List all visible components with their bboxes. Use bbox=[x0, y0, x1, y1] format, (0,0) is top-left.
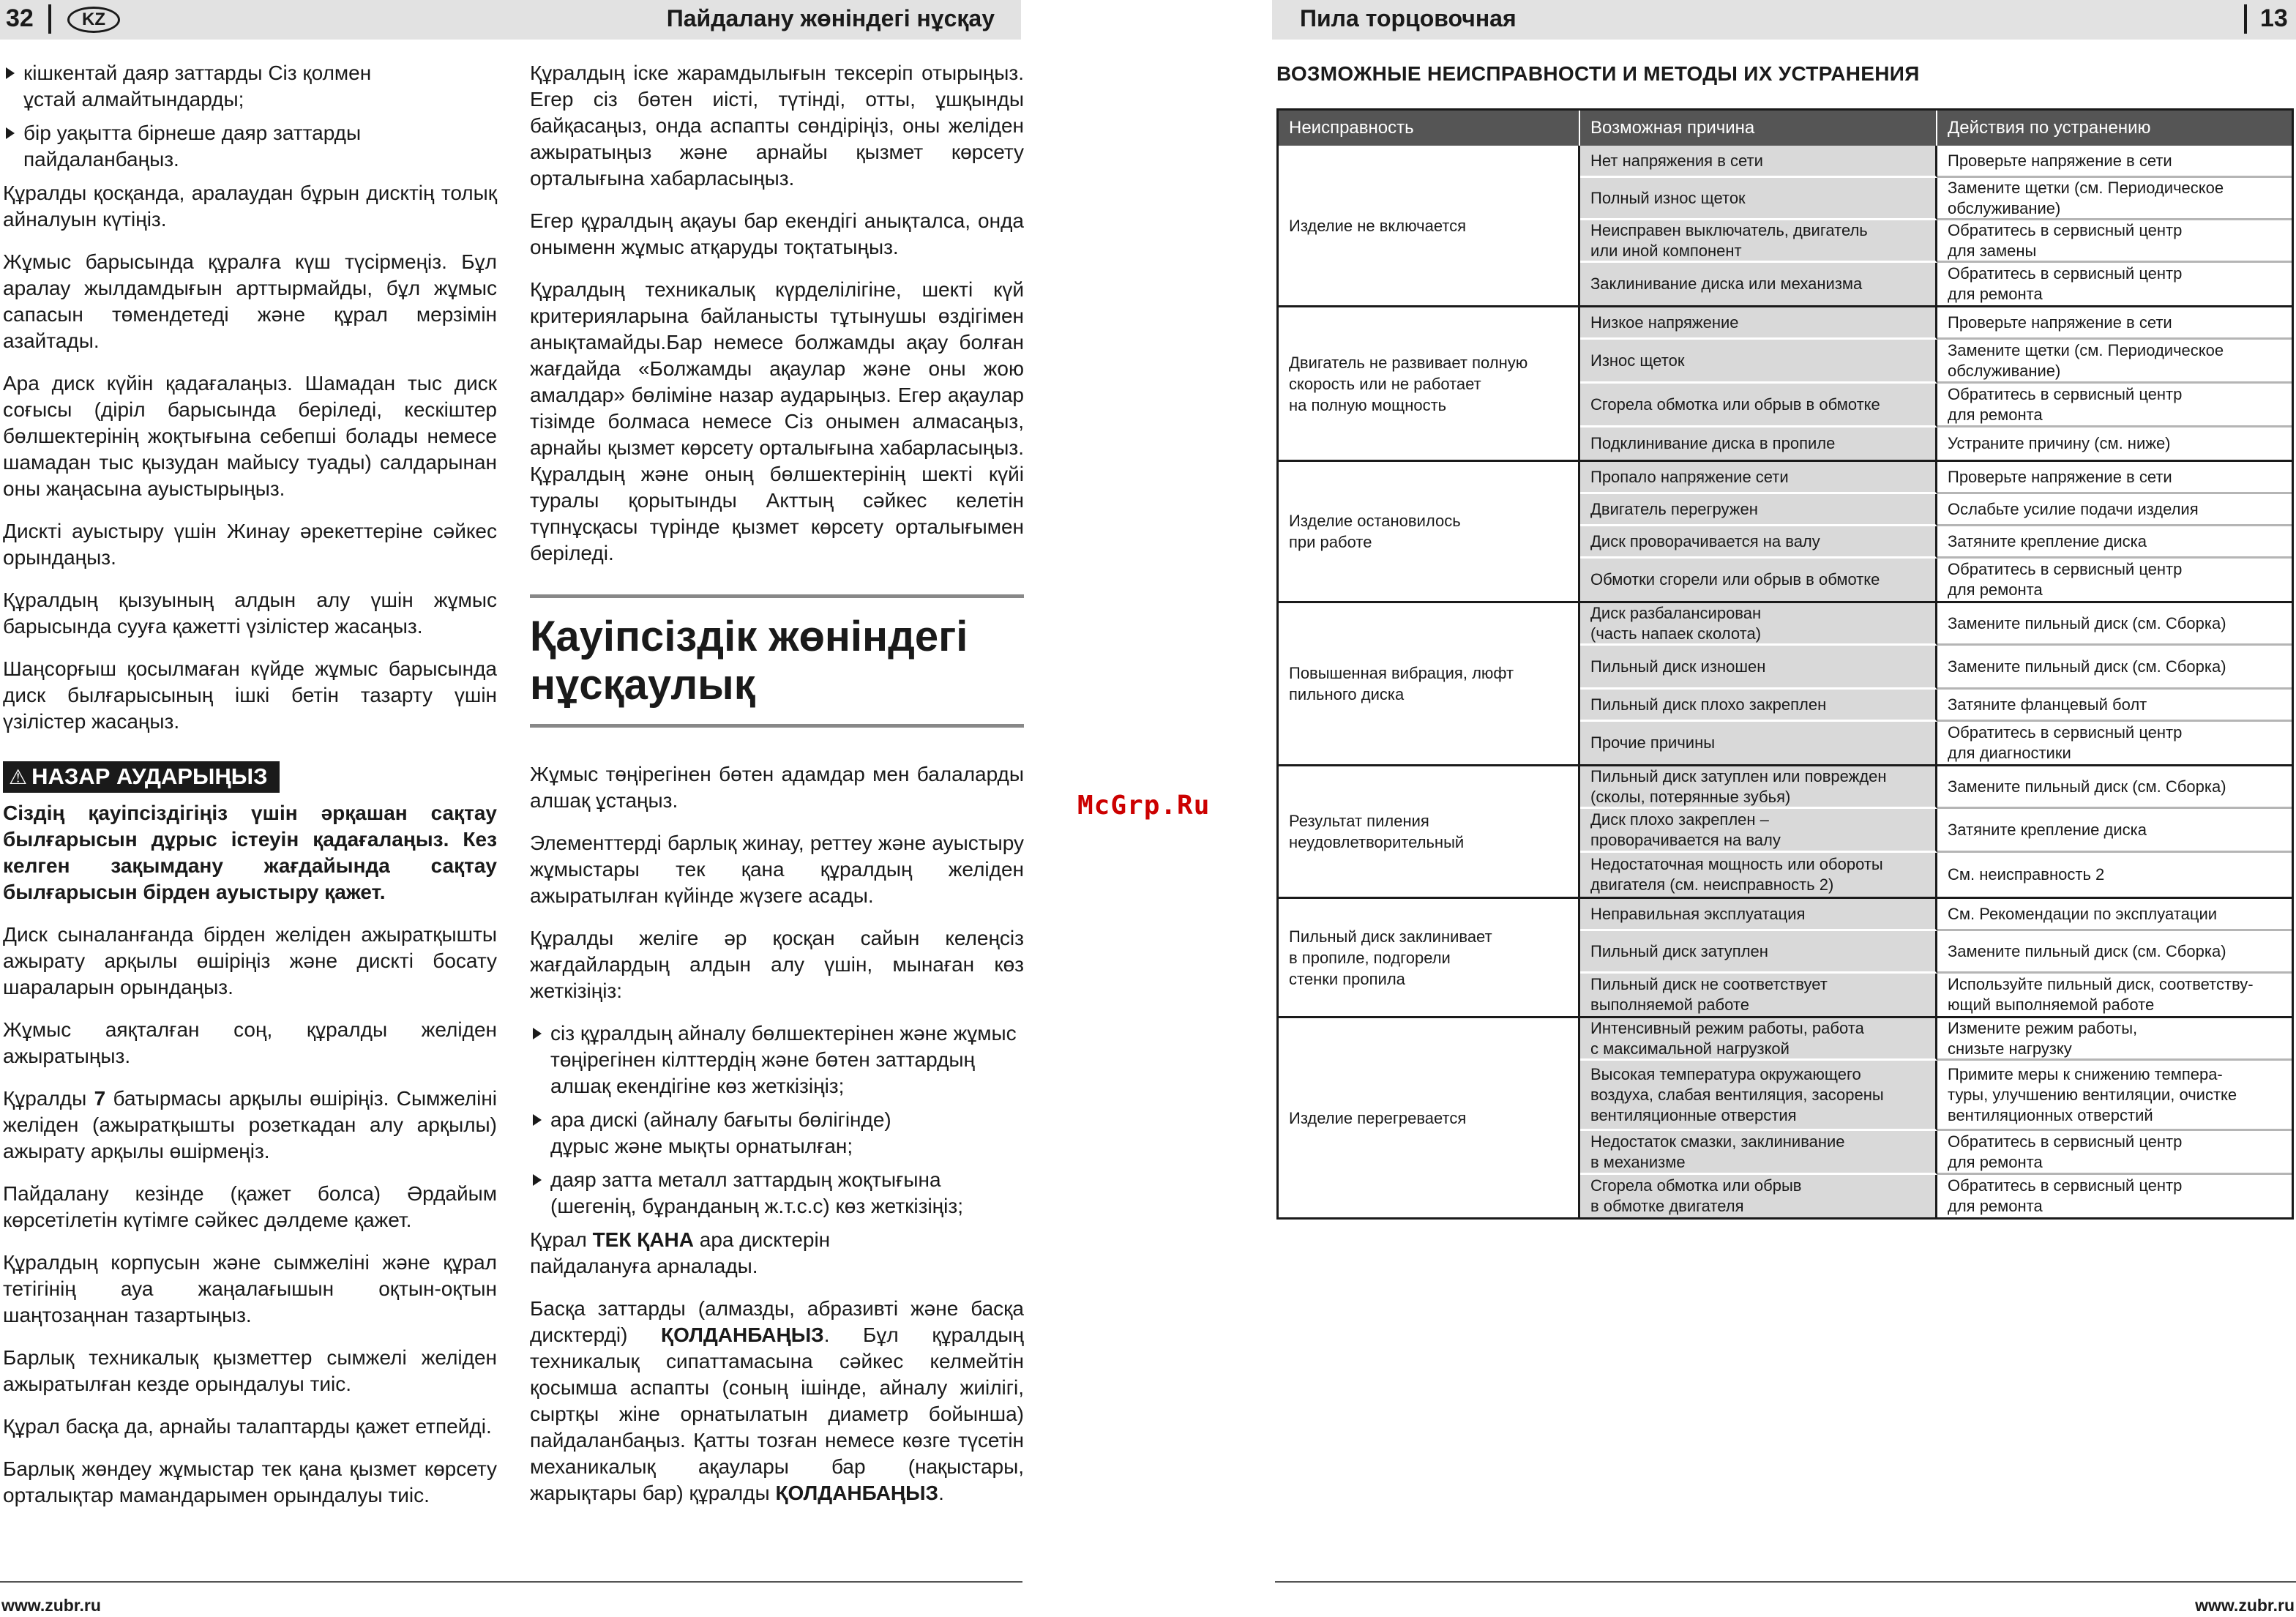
bullet-item: кішкентай даяр заттарды Сіз қолмен ұстай алмайтындарды; bbox=[3, 60, 497, 113]
paragraph: Элементтерді барлық жинау, реттеу және ауыстыру жұмыстары тек қана құралдың желіден ажыратылған күйінде жүзеге асады. bbox=[530, 832, 1024, 907]
paragraph: Жұмыс төңірегінен бөтен адамдар мен балаларды алшақ ұстаңыз. bbox=[530, 763, 1024, 812]
watermark: McGrp.Ru bbox=[1077, 791, 1211, 821]
left-page bbox=[0, 0, 1025, 1617]
bullet-item: ара дискі (айналу бағыты бөлігінде) дұрыс және мықты орнатылған; bbox=[530, 1107, 1024, 1159]
bullet-item: бір уақытта бірнеше даяр заттарды пайдаланбаңыз. bbox=[3, 120, 497, 173]
action-cell: Замените щетки (см. Периодическое обслуживание) bbox=[1937, 178, 2292, 220]
fault-cell: Результат пиления неудовлетворительный bbox=[1279, 766, 1580, 897]
text-fragment: Басқа заттарды (алмазды, абразивті және басқа дисктерді) bbox=[530, 1297, 1024, 1346]
action-cell: Используйте пильный диск, соответству- ющий выполняемой работе bbox=[1948, 975, 2254, 1014]
warning-triangle-icon: ⚠ bbox=[9, 766, 28, 788]
column-header: Неисправность bbox=[1279, 111, 1580, 146]
header-divider bbox=[2244, 4, 2247, 34]
table-row bbox=[1580, 462, 2292, 494]
column-header: Действия по устранению bbox=[1948, 118, 2151, 138]
table-row bbox=[1580, 427, 2292, 460]
table-row bbox=[1580, 1061, 2292, 1131]
cause-cell: Сгорела обмотка или обрыв в обмотке двигателя bbox=[1580, 1175, 1937, 1217]
fault-rows bbox=[1580, 307, 2292, 460]
table-row bbox=[1580, 146, 2292, 178]
action-cell: Обратитесь в сервисный центр для диагностики bbox=[1948, 723, 2183, 762]
table-row bbox=[1580, 690, 2292, 722]
action-cell: См. Рекомендации по эксплуатации bbox=[1937, 899, 2292, 931]
fault-cell: Изделие остановилось при работе bbox=[1279, 462, 1580, 601]
table-row bbox=[1580, 931, 2292, 974]
warning-label: НАЗАР АУДАРЫҢЫЗ bbox=[31, 763, 268, 789]
fault-rows bbox=[1580, 603, 2292, 764]
table-row bbox=[1580, 307, 2292, 340]
cause-cell: Пропало напряжение сети bbox=[1580, 462, 1937, 494]
fault-rows bbox=[1580, 766, 2292, 897]
fault-group bbox=[1279, 764, 2292, 897]
fault-group bbox=[1279, 460, 2292, 601]
table-row bbox=[1580, 766, 2292, 809]
cause-cell: Диск разбалансирован (часть напаек сколота) bbox=[1580, 603, 1937, 646]
action-cell: Обратитесь в сервисный центр для ремонта bbox=[1937, 1131, 2292, 1175]
table-row bbox=[1580, 384, 2292, 427]
table-row bbox=[1580, 974, 2292, 1016]
table-row bbox=[1580, 526, 2292, 559]
cause-cell: Низкое напряжение bbox=[1580, 307, 1937, 340]
emphasis: ТЕК ҚАНА bbox=[592, 1228, 694, 1251]
column-header: Возможная причина bbox=[1580, 111, 1937, 146]
bullet-item: сіз құралдың айналу бөлшектерінен және жұмыс төңірегінен кілттердің және бөтен заттардың алшақ екендігіне көз жеткізіңіз; bbox=[530, 1020, 1024, 1099]
paragraph: Құралды қосқанда, аралаудан бұрын дисктің толық айналуын күтіңіз. bbox=[3, 182, 497, 231]
table-row bbox=[1580, 853, 2292, 897]
text-fragment: . bbox=[938, 1482, 944, 1504]
action-cell: Замените пильный диск (см. Сборка) bbox=[1937, 766, 2292, 809]
text-fragment: батырмасы арқылы өшіріңіз. Сымжеліні желіден (ажыратқышты розеткадан алу арқылы) ажырату арқылы өшірмеңіз. bbox=[3, 1087, 497, 1162]
cause-cell: Неисправен выключатель, двигатель или иной компонент bbox=[1580, 220, 1937, 263]
paragraph: Егер құралдың ақауы бар екендігі анықталса, онда оныменн жұмыс атқаруды тоқтатыңыз. bbox=[530, 209, 1024, 258]
fault-group bbox=[1279, 897, 2292, 1016]
table-row bbox=[1580, 722, 2292, 764]
cause-cell: Износ щеток bbox=[1580, 340, 1937, 384]
fault-cell: Повышенная вибрация, люфт пильного диска bbox=[1279, 603, 1580, 764]
fault-rows bbox=[1580, 899, 2292, 1016]
action-cell: Обратитесь в сервисный центр для ремонта bbox=[1948, 560, 2183, 599]
action-cell: Ослабьте усилие подачи изделия bbox=[1937, 494, 2292, 526]
section-rule bbox=[530, 724, 1024, 728]
action-cell: Обратитесь в сервисный центр для ремонта bbox=[1948, 264, 2183, 303]
table-row bbox=[1580, 263, 2292, 305]
action-cell: Проверьте напряжение в сети bbox=[1937, 462, 2292, 494]
paragraph-group bbox=[3, 180, 497, 735]
kz-language-badge: KZ bbox=[67, 7, 120, 33]
paragraph: Жұмыс аяқталған соң, құралды желіден ажыратыңыз. bbox=[3, 1018, 497, 1067]
fault-cell: Изделие не включается bbox=[1279, 146, 1580, 305]
section-rule bbox=[530, 594, 1024, 598]
cause-cell: Заклинивание диска или механизма bbox=[1580, 263, 1937, 305]
bullet-item: даяр затта металл заттардың жоқтығына (шегенің, бұранданың ж.т.с.с) көз жеткізіңіз; bbox=[530, 1167, 1024, 1220]
button-number: 7 bbox=[94, 1087, 106, 1110]
paragraph: Диск сыналанғанда бірден желіден ажыратқышты ажырату арқылы өшіріңіз және дискті босату шараларын орындаңыз. bbox=[3, 923, 497, 998]
action-cell: Примите меры к снижению темпера- туры, улучшению вентиляции, очистке вентиляционных отверстий bbox=[1937, 1061, 2292, 1131]
cause-cell: Диск проворачивается на валу bbox=[1580, 526, 1937, 559]
paragraph: Құралдың іске жарамдылығын тексеріп отырыңыз. Егер сіз бөтен иісті, түтінді, отты, ұшқынды байқасаңыз, онда аспапты сөндіріңіз, оны желіден ажыратыңыз және арнайы қызмет көрсету орталығына хабарласыңыз. bbox=[530, 61, 1024, 190]
cause-cell: Сгорела обмотка или обрыв в обмотке bbox=[1580, 384, 1937, 427]
fault-group bbox=[1279, 601, 2292, 764]
paragraph: Құралдың қызуының алдын алу үшін жұмыс барысында сууға қажетті үзілістер жасаңыз. bbox=[3, 589, 497, 638]
fault-cell: Двигатель не развивает полную скорость или не работает на полную мощность bbox=[1279, 307, 1580, 460]
cause-cell: Пильный диск изношен bbox=[1580, 646, 1937, 690]
left-page-number: 32 bbox=[6, 4, 34, 32]
warning-banner bbox=[3, 761, 280, 793]
action-cell: Устраните причину (см. ниже) bbox=[1948, 434, 2171, 452]
cause-cell: Подклинивание диска в пропиле bbox=[1580, 427, 1937, 460]
cause-cell: Неправильная эксплуатация bbox=[1580, 899, 1937, 931]
action-cell: Обратитесь в сервисный центр для ремонта bbox=[1948, 1176, 2183, 1215]
paragraph: Барлық техникалық қызметтер сымжелі желіден ажыратылған кезде орындалуы тиіс. bbox=[3, 1346, 497, 1395]
cause-cell: Диск плохо закреплен – проворачивается на валу bbox=[1580, 809, 1937, 853]
other-discs-paragraph bbox=[530, 1296, 1024, 1506]
paragraph: Ара диск күйін қадағалаңыз. Шамадан тыс диск соғысы (діріл барысында беріледі, кескіштер бөлшектерінің жоқтығына себепші болады немесе шамадан тыс қызудан майысу туады) салдарынан оны жаңасына ауыстырыңыз. bbox=[3, 372, 497, 500]
warning-text: Сіздің қауіпсіздігіңіз үшін әрқашан сақтау былғарысын дұрыс істеуін қадағалаңыз. Кез келген зақымдану жағдайында сақтау былғарысын бірден ауыстыру қажет. bbox=[3, 802, 497, 903]
emphasis: ҚОЛДАНБАҢЫЗ bbox=[775, 1482, 939, 1504]
action-cell: Измените режим работы, снизьте нагрузку bbox=[1937, 1018, 2292, 1061]
cause-cell: Полный износ щеток bbox=[1580, 178, 1937, 220]
left-column-a bbox=[3, 60, 497, 1525]
emphasis: ҚОЛДАНБАҢЫЗ bbox=[661, 1323, 824, 1346]
right-page bbox=[1272, 0, 2296, 1617]
action-cell: Обратитесь в сервисный центр для ремонта bbox=[1937, 384, 2292, 427]
fault-group bbox=[1279, 305, 2292, 460]
fault-cell: Изделие перегревается bbox=[1279, 1018, 1580, 1217]
table-row bbox=[1580, 1018, 2292, 1061]
cause-cell: Недостаточная мощность или обороты двигателя (см. неисправность 2) bbox=[1580, 853, 1937, 897]
left-column-b bbox=[530, 60, 1024, 1523]
text-fragment: . Бұл құралдың техникалық сипаттамасына сәйкес келмейтін қосымша аспапты (соның ішінде, айналу жиілігі, сыртқы жіне орнатылатын диаметр бойынша) пайдаланбаңыз. Қатты тозған немесе көзге түсетін механикалық ақаулары бар (нақыстары, жарықтары бар) құралды bbox=[530, 1323, 1024, 1504]
left-header bbox=[0, 0, 1021, 40]
paragraph: Барлық жөндеу жұмыстар тек қана қызмет көрсету орталықтар мамандарымен орындалуы тиіс. bbox=[3, 1457, 497, 1506]
table-row bbox=[1580, 178, 2292, 220]
table-row bbox=[1580, 646, 2292, 690]
paragraph: Шаңсорғыш қосылмаған күйде жұмыс барысында диск былғарысының ішкі бетін тазарту үшін үзілістер жасаңыз. bbox=[3, 657, 497, 733]
right-footer-url[interactable]: www.zubr.ru bbox=[2195, 1596, 2295, 1615]
header-divider bbox=[48, 4, 51, 34]
table-row bbox=[1580, 1175, 2292, 1217]
table-body bbox=[1279, 146, 2292, 1217]
cause-cell: Пильный диск не соответствует выполняемой работе bbox=[1580, 974, 1937, 1016]
right-page-number: 13 bbox=[2260, 4, 2288, 32]
left-footer-url[interactable]: www.zubr.ru bbox=[1, 1596, 101, 1615]
table-row bbox=[1580, 340, 2292, 384]
paragraph: Дискті ауыстыру үшін Жинау әрекеттеріне сәйкес орындаңыз. bbox=[3, 520, 497, 569]
action-cell: См. неисправность 2 bbox=[1948, 865, 2105, 884]
troubleshooting-table bbox=[1276, 108, 2294, 1220]
fault-group bbox=[1279, 146, 2292, 305]
table-row bbox=[1580, 559, 2292, 601]
table-row bbox=[1580, 809, 2292, 853]
troubleshooting-title: ВОЗМОЖНЫЕ НЕИСПРАВНОСТИ И МЕТОДЫ ИХ УСТРАНЕНИЯ bbox=[1276, 62, 1920, 85]
fault-cell: Пильный диск заклинивает в пропиле, подгорели стенки пропила bbox=[1279, 899, 1580, 1016]
left-header-title: Пайдалану жөніндегі нұсқау bbox=[666, 5, 995, 31]
cause-cell: Двигатель перегружен bbox=[1580, 494, 1937, 526]
only-saw-discs-paragraph bbox=[530, 1227, 1024, 1280]
fault-rows bbox=[1580, 146, 2292, 305]
action-cell: Замените пильный диск (см. Сборка) bbox=[1937, 931, 2292, 974]
action-cell: Замените пильный диск (см. Сборка) bbox=[1937, 646, 2292, 690]
paragraph: Жұмыс барысында құралға күш түсірмеңіз. Бұл аралау жылдамдығын арттырмайды, бұл жұмыс сапасын төмендетеді және құрал мерзімін азайтады. bbox=[3, 250, 497, 352]
cause-cell: Пильный диск плохо закреплен bbox=[1580, 690, 1937, 722]
cause-cell: Недостаток смазки, заклинивание в механизме bbox=[1580, 1131, 1937, 1175]
right-header bbox=[1272, 0, 2296, 40]
action-cell: Затяните крепление диска bbox=[1937, 809, 2292, 853]
paragraph: Құралдың техникалық күрделілігіне, шекті күй критерияларына байланысты тұтынушы өздігімен анықтамайды.Бар немесе болжамды ақау болған жағдайда «Болжамды ақаулар және оны жою амалдар» бөліміне назар аударыңыз. Егер ақаулар тізімде болмаса немесе Сіз онымен алмасаңыз, арнайы қызмет көрсету орталығына хабарласыңыз. Құралдың және оның бөлшектерінің шекті күйі туралы қорытынды Акттың сәйкес келетін түпнұсқасы түрінде қызмет көрсету орталығымен беріледі. bbox=[530, 278, 1024, 564]
action-cell: Замените пильный диск (см. Сборка) bbox=[1937, 603, 2292, 646]
table-row bbox=[1580, 220, 2292, 263]
paragraph: Құралдың корпусын және сымжеліні және құрал тетігінің ауа жаңалағышын оқтын-оқтын шаңтозаңнан тазартыңыз. bbox=[3, 1251, 497, 1326]
action-cell: Замените щетки (см. Периодическое обслуживание) bbox=[1937, 340, 2292, 384]
safety-heading: Қауіпсіздік жөніндегі нұсқаулық bbox=[530, 613, 968, 709]
paragraph-group bbox=[3, 922, 497, 1069]
table-row bbox=[1580, 603, 2292, 646]
paragraph-group bbox=[530, 60, 1024, 567]
bullet-list bbox=[530, 1020, 1024, 1220]
right-header-title: Пила торцовочная bbox=[1300, 5, 1517, 31]
switch-off-paragraph bbox=[3, 1086, 497, 1165]
fault-rows bbox=[1580, 1018, 2292, 1217]
paragraph: Құралды желіге әр қосқан сайын келеңсіз жағдайлардың алдын алу үшін, мынаған көз жеткізіңіз: bbox=[530, 927, 1024, 1002]
cause-cell: Обмотки сгорели или обрыв в обмотке bbox=[1580, 559, 1937, 601]
bullet-list bbox=[3, 60, 497, 173]
text-fragment: ара дисктерін пайдалануға арналады. bbox=[530, 1228, 831, 1277]
action-cell: Затяните фланцевый болт bbox=[1937, 690, 2292, 722]
footer-rule bbox=[1275, 1581, 2296, 1583]
paragraph-group bbox=[3, 1181, 497, 1509]
footer-rule bbox=[0, 1581, 1022, 1583]
text-fragment: Құрал bbox=[530, 1228, 593, 1251]
table-header bbox=[1279, 111, 2292, 146]
action-cell: Обратитесь в сервисный центр для замены bbox=[1937, 220, 2292, 263]
cause-cell: Пильный диск затуплен bbox=[1580, 931, 1937, 974]
cause-cell: Нет напряжения в сети bbox=[1580, 146, 1937, 178]
paragraph: Пайдалану кезінде (қажет болса) Әрдайым көрсетілетін күтімге сәйкес дәлдеме қажет. bbox=[3, 1182, 497, 1231]
cause-cell: Интенсивный режим работы, работа с максимальной нагрузкой bbox=[1580, 1018, 1937, 1061]
table-row bbox=[1580, 494, 2292, 526]
table-row bbox=[1580, 1131, 2292, 1175]
cause-cell: Прочие причины bbox=[1580, 722, 1937, 764]
paragraph-group bbox=[530, 761, 1024, 1004]
table-row bbox=[1580, 899, 2292, 931]
paragraph: Құрал басқа да, арнайы талаптарды қажет етпейді. bbox=[3, 1415, 492, 1438]
text-fragment: Құралды bbox=[3, 1087, 94, 1110]
fault-rows bbox=[1580, 462, 2292, 601]
action-cell: Проверьте напряжение в сети bbox=[1937, 146, 2292, 178]
action-cell: Затяните крепление диска bbox=[1937, 526, 2292, 559]
action-cell: Проверьте напряжение в сети bbox=[1937, 307, 2292, 340]
cause-cell: Высокая температура окружающего воздуха, слабая вентиляция, засорены вентиляционные отверстия bbox=[1580, 1061, 1937, 1131]
cause-cell: Пильный диск затуплен или поврежден (сколы, потерянные зубья) bbox=[1580, 766, 1937, 809]
fault-group bbox=[1279, 1016, 2292, 1217]
